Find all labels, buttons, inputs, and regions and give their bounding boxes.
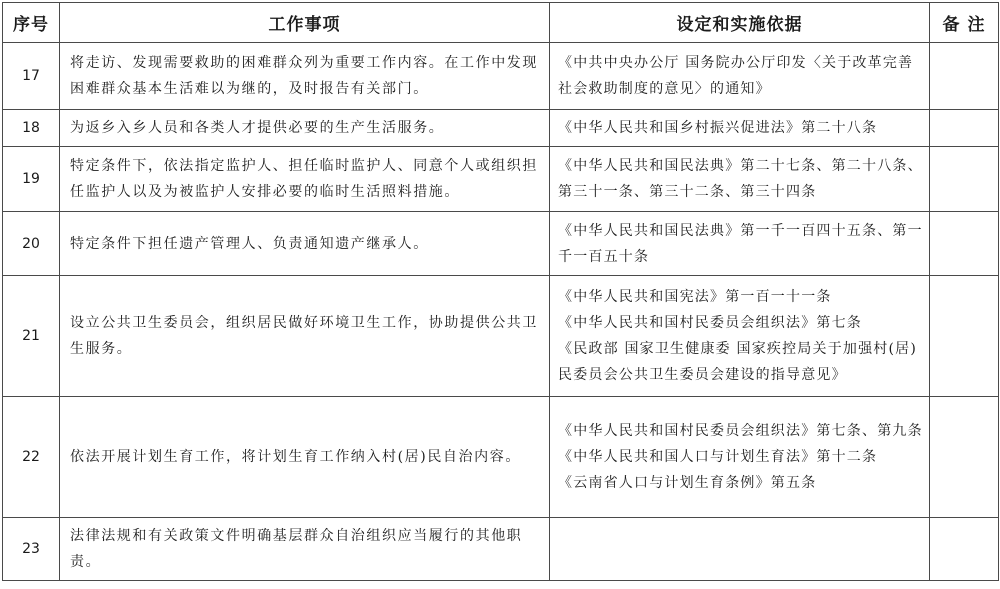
row-basis — [550, 43, 930, 110]
basis-entry: 《中华人民共和国人口与计划生育法》第十二条 — [558, 449, 878, 465]
row-note — [930, 518, 999, 581]
table-row — [3, 43, 999, 110]
row-number: 23 — [3, 518, 60, 581]
basis-entry: 《中华人民共和国村民委员会组织法》第七条、第九条 — [558, 423, 923, 439]
row-task: 设立公共卫生委员会，组织居民做好环境卫生工作，协助提供公共卫生服务。 — [60, 276, 550, 397]
table-row — [3, 110, 999, 147]
table-row — [3, 147, 999, 212]
header-note: 备 注 — [930, 3, 999, 43]
row-task: 特定条件下担任遗产管理人、负责通知遗产继承人。 — [60, 212, 550, 276]
header-basis: 设定和实施依据 — [550, 3, 930, 43]
row-number: 17 — [3, 43, 60, 110]
row-basis — [550, 212, 930, 276]
row-number: 20 — [3, 212, 60, 276]
basis-entry: 《中华人民共和国民法典》第二十七条、第二十八条、第三十一条、第三十二条、第三十四条 — [558, 158, 923, 200]
row-note — [930, 276, 999, 397]
duties-table — [2, 2, 999, 581]
header-no: 序号 — [3, 3, 60, 43]
row-number: 21 — [3, 276, 60, 397]
basis-entry: 《中华人民共和国宪法》第一百一十一条 — [558, 289, 832, 305]
basis-entry: 《民政部 国家卫生健康委 国家疾控局关于加强村(居)民委员会公共卫生委员会建设的指导意见》 — [558, 341, 918, 383]
row-note — [930, 110, 999, 147]
table-row — [3, 276, 999, 397]
row-note — [930, 397, 999, 518]
table-row — [3, 397, 999, 518]
table-row — [3, 518, 999, 581]
row-number: 22 — [3, 397, 60, 518]
table-header-row — [3, 3, 999, 43]
row-task: 特定条件下，依法指定监护人、担任临时监护人、同意个人或组织担任监护人以及为被监护人安排必要的临时生活照料措施。 — [60, 147, 550, 212]
row-task: 依法开展计划生育工作，将计划生育工作纳入村(居)民自治内容。 — [60, 397, 550, 518]
row-basis — [550, 397, 930, 518]
row-basis — [550, 110, 930, 147]
row-basis — [550, 147, 930, 212]
row-number: 19 — [3, 147, 60, 212]
row-task: 将走访、发现需要救助的困难群众列为重要工作内容。在工作中发现困难群众基本生活难以为继的，及时报告有关部门。 — [60, 43, 550, 110]
header-task: 工作事项 — [60, 3, 550, 43]
row-task: 法律法规和有关政策文件明确基层群众自治组织应当履行的其他职责。 — [60, 518, 550, 581]
row-task: 为返乡入乡人员和各类人才提供必要的生产生活服务。 — [60, 110, 550, 147]
row-basis — [550, 518, 930, 581]
row-note — [930, 147, 999, 212]
row-number: 18 — [3, 110, 60, 147]
basis-entry: 《中华人民共和国乡村振兴促进法》第二十八条 — [558, 120, 878, 136]
row-basis — [550, 276, 930, 397]
basis-entry: 《中华人民共和国民法典》第一千一百四十五条、第一千一百五十条 — [558, 222, 923, 265]
basis-entry: 《中华人民共和国村民委员会组织法》第七条 — [558, 315, 862, 331]
table-row — [3, 212, 999, 276]
row-note — [930, 212, 999, 276]
basis-entry: 《云南省人口与计划生育条例》第五条 — [558, 475, 817, 491]
basis-entry: 《中共中央办公厅 国务院办公厅印发〈关于改革完善社会救助制度的意见〉的通知》 — [558, 55, 914, 97]
row-note — [930, 43, 999, 110]
